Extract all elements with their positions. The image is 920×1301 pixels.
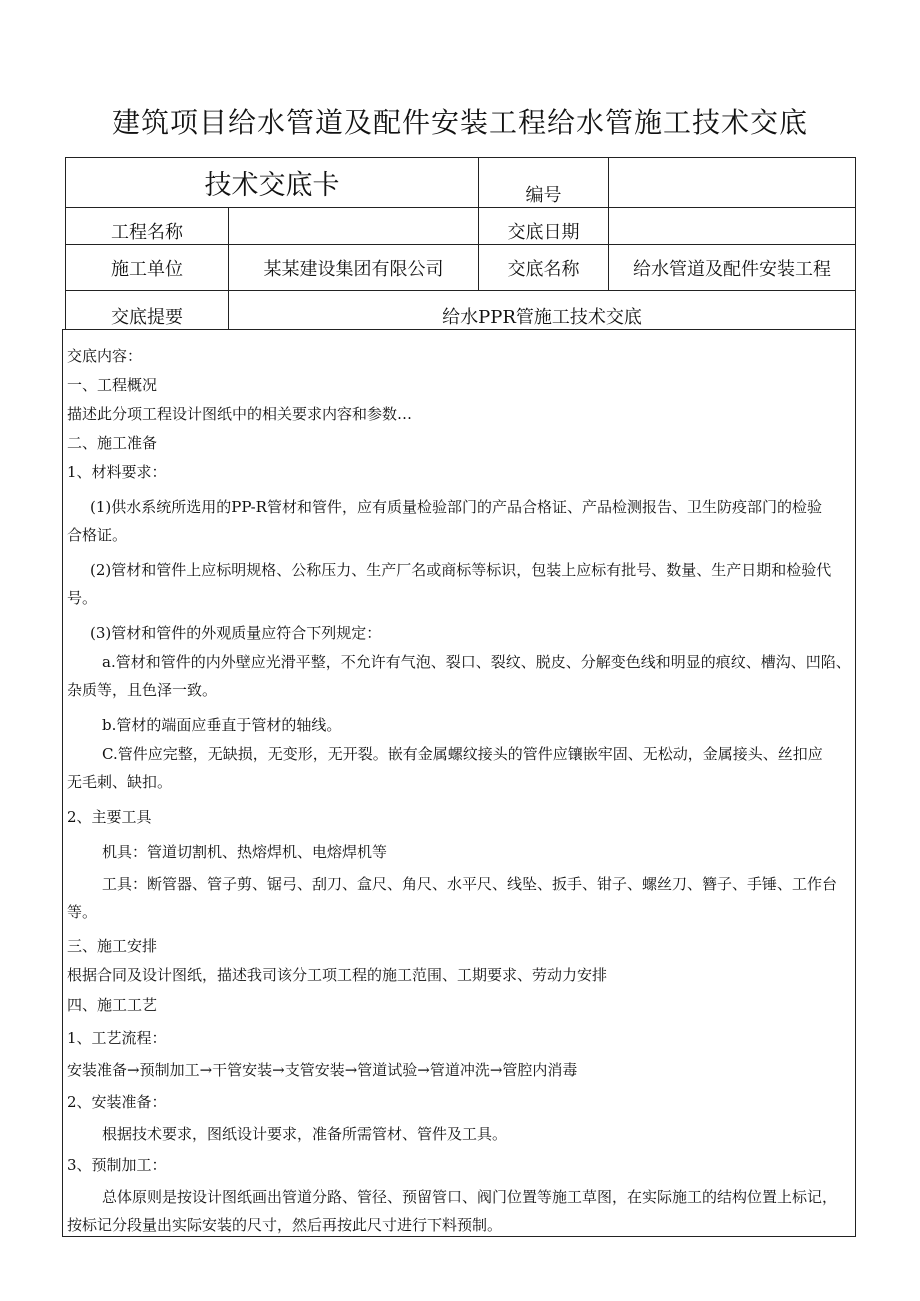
content-line: C.管件应完整，无缺损，无变形，无开裂。嵌有金属螺纹接头的管件应镶嵌牢固、无松动，金属接头、丝扣应 <box>102 745 823 763</box>
summary-label: 交底提要 <box>66 291 229 330</box>
content-line: 描述此分项工程设计图纸中的相关要求内容和参数… <box>67 405 413 423</box>
content-line: (1)供水系统所选用的PP-R管材和管件，应有质量检验部门的产品合格证、产品检测报告、卫生防疫部门的检验 <box>90 498 822 516</box>
content-line: 机具：管道切割机、热熔焊机、电熔焊机等 <box>102 843 388 861</box>
section-heading: 四、施工工艺 <box>67 996 158 1014</box>
content-line: 合格证。 <box>67 526 128 544</box>
number-value <box>609 158 856 208</box>
content-line: (3)管材和管件的外观质量应符合下列规定： <box>90 624 382 642</box>
date-label: 交底日期 <box>479 208 609 245</box>
disclosure-name-label: 交底名称 <box>479 245 609 291</box>
section-heading: 三、施工安排 <box>67 937 158 955</box>
content-line: 总体原则是按设计图纸画出管道分路、管径、预留管口、阀门位置等施工草图，在实际施工的结构位置上标记， <box>102 1188 838 1206</box>
content-line: 号。 <box>67 589 98 607</box>
content-line: 安装准备→预制加工→干管安装→支管安装→管道试验→管道冲洗→管腔内消毒 <box>67 1061 578 1079</box>
content-line: 按标记分段量出实际安装的尺寸，然后再按此尺寸进行下料预制。 <box>67 1216 503 1234</box>
content-heading: 交底内容： <box>67 347 143 365</box>
content-line: 工具：断管器、管子剪、锯弓、刮刀、盒尺、角尺、水平尺、线坠、扳手、钳子、螺丝刀、簪子、手锤、工作台 <box>102 875 838 893</box>
disclosure-card-table <box>65 157 856 330</box>
content-line: b.管材的端面应垂直于管材的轴线。 <box>102 716 342 734</box>
section-heading: 一、工程概况 <box>67 376 158 394</box>
content-line: (2)管材和管件上应标明规格、公称压力、生产厂名或商标等标识，包装上应标有批号、数量、生产日期和检验代 <box>90 561 832 579</box>
construction-unit-value: 某某建设集团有限公司 <box>229 245 479 291</box>
disclosure-name-value: 给水管道及配件安装工程 <box>609 245 856 291</box>
content-line: 根据技术要求，图纸设计要求，准备所需管材、管件及工具。 <box>102 1125 508 1143</box>
date-value <box>609 208 856 245</box>
content-line: a.管材和管件的内外壁应光滑平整，不允许有气泡、裂口、裂纹、脱皮、分解变色线和明显的痕纹、槽沟、凹陷、 <box>102 653 851 671</box>
subsection-heading: 1、材料要求： <box>67 463 167 481</box>
construction-unit-label: 施工单位 <box>66 245 229 291</box>
document-title: 建筑项目给水管道及配件安装工程给水管施工技术交底 <box>111 106 808 139</box>
content-line: 杂质等，且色泽一致。 <box>67 681 218 699</box>
subsection-heading: 3、预制加工： <box>67 1156 167 1174</box>
subsection-heading: 2、主要工具 <box>67 808 152 826</box>
project-name-value <box>229 208 479 245</box>
section-heading: 二、施工准备 <box>67 434 158 452</box>
number-label: 编号 <box>479 158 609 208</box>
content-line: 根据合同及设计图纸，描述我司该分工项工程的施工范围、工期要求、劳动力安排 <box>67 966 608 984</box>
content-line: 等。 <box>67 903 98 921</box>
subsection-heading: 2、安装准备： <box>67 1093 167 1111</box>
disclosure-content <box>62 329 856 1237</box>
summary-value: 给水PPR管施工技术交底 <box>229 291 856 330</box>
subsection-heading: 1、工艺流程： <box>67 1029 167 1047</box>
project-name-label: 工程名称 <box>66 208 229 245</box>
card-heading: 技术交底卡 <box>66 158 479 208</box>
content-line: 无毛刺、缺扣。 <box>67 773 173 791</box>
